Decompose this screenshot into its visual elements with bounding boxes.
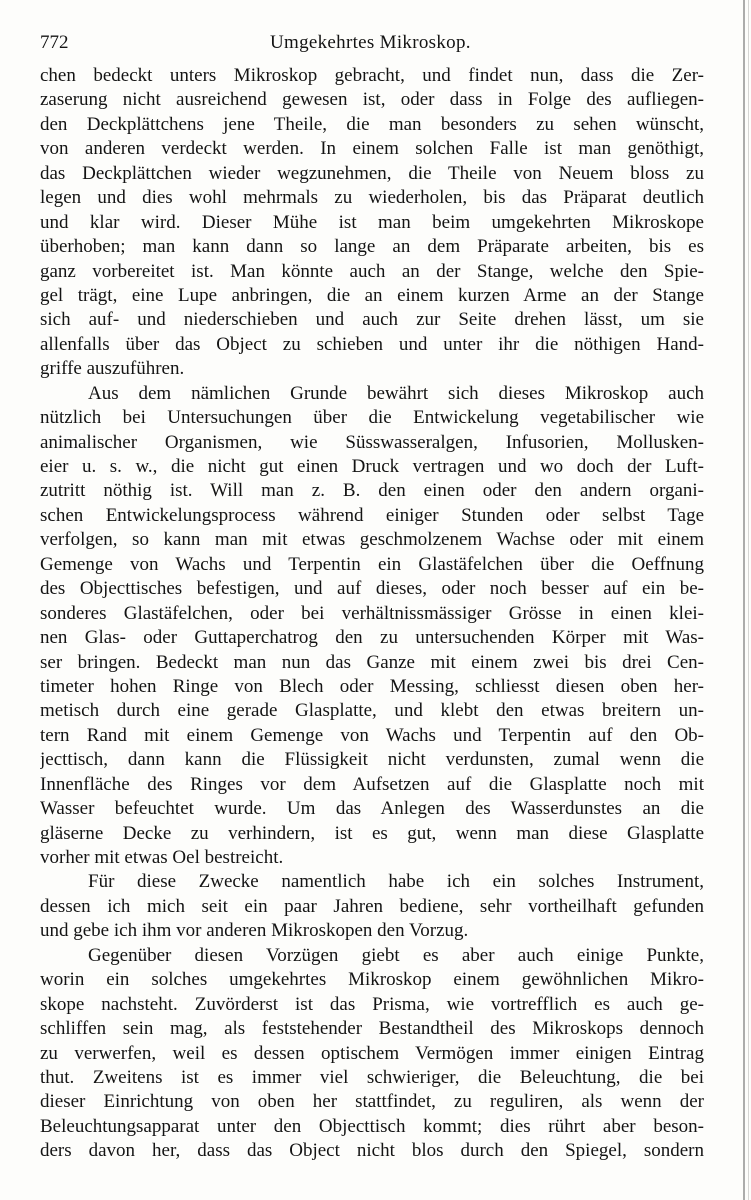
text-line: timeter hohen Ringe von Blech oder Messing, schliesst diesen oben her- [40,675,704,697]
text-line: sich auf- und niederschieben und auch zur Seite drehen lässt, um sie [40,309,704,331]
text-line: ganz vorbereitet ist. Man könnte auch an der Stange, welche den Spie- [40,260,704,282]
text-line: nen Glas- oder Guttaperchatrog den zu untersuchenden Körper mit Was- [40,627,704,649]
text-line: worin ein solches umgekehrtes Mikroskop einem gewöhnlichen Mikro- [40,969,704,991]
body-text [40,64,704,1164]
paragraph [40,64,704,382]
text-line: Wasser befeuchtet wurde. Um das Anlegen des Wasserdunstes an die [40,798,704,820]
text-line: nützlich bei Untersuchungen über die Entwickelung vegetabilischer wie [40,407,704,429]
text-line: und gebe ich ihm vor anderen Mikroskopen den Vorzug. [40,920,469,942]
text-line: das Deckplättchen wieder wegzunehmen, die Theile von Neuem bloss zu [40,162,704,184]
text-line: des Objecttisches befestigen, und auf dieses, oder noch besser auf ein be- [40,578,704,600]
text-line: von anderen verdeckt werden. In einem solchen Falle ist man genöthigt, [40,138,704,160]
text-line: gläserne Decke zu verhindern, ist es gut, wenn man diese Glasplatte [40,822,704,844]
text-line: ser bringen. Bedeckt man nun das Ganze mit einem zwei bis drei Cen- [40,651,704,673]
text-line: Aus dem nämlichen Grunde bewährt sich dieses Mikroskop auch [88,382,704,404]
paragraph [40,382,704,871]
text-line: Innenfläche des Ringes vor dem Aufsetzen auf die Glasplatte noch mit [40,773,704,795]
page-header [40,32,700,58]
text-line: schen Entwickelungsprocess während einiger Stunden oder selbst Tage [40,504,704,526]
text-line: überhoben; man kann dann so lange an dem Präparate arbeiten, bis es [40,236,704,258]
text-line: allenfalls über das Object zu schieben und unter ihr die nöthigen Hand- [40,333,704,355]
text-line: griffe auszuführen. [40,358,185,380]
text-line: tern Rand mit einem Gemenge von Wachs und Terpentin auf den Ob- [40,724,704,746]
text-line: ders davon her, dass das Object nicht blos durch den Spiegel, sondern [40,1140,704,1162]
text-line: Gemenge von Wachs und Terpentin ein Glastäfelchen über die Oeffnung [40,553,704,575]
paragraph [40,870,704,943]
text-line: legen und dies wohl mehrmals zu wiederholen, bis das Präparat deutlich [40,187,704,209]
text-line: dieser Einrichtung von oben her stattfindet, zu reguliren, als wenn der [40,1091,704,1113]
text-line: vorher mit etwas Oel bestreicht. [40,847,284,868]
text-line: und klar wird. Dieser Mühe ist man beim umgekehrten Mikroskope [40,211,704,233]
text-line: metisch durch eine gerade Glasplatte, und klebt den etwas breitern un- [40,700,704,722]
text-line: schliffen sein mag, als feststehender Bestandtheil des Mikroskops dennoch [40,1018,704,1040]
text-line: den Deckplättchens jene Theile, die man besonders zu sehen wünscht, [40,113,704,135]
text-line: chen bedeckt unters Mikroskop gebracht, und findet nun, dass die Zer- [40,65,704,86]
text-line: thut. Zweitens ist es immer viel schwieriger, die Beleuchtung, die bei [40,1066,704,1088]
text-line: zaserung nicht ausreichend gewesen ist, oder dass in Folge des aufliegen- [40,89,704,111]
page-edge-line [748,0,749,1200]
text-line: zutritt nöthig ist. Will man z. B. den einen oder den andern organi- [40,480,704,502]
running-head: Umgekehrtes Mikroskop. [270,32,471,53]
text-line: Beleuchtungsapparat unter den Objecttisch kommt; dies rührt aber beson- [40,1115,704,1137]
text-line: gel trägt, eine Lupe anbringen, die an einem kurzen Arme an der Stange [40,284,704,306]
paragraph [40,944,704,1164]
text-line: zu verwerfen, weil es dessen optischem Vermögen immer einigen Eintrag [40,1042,704,1064]
text-line: verfolgen, so kann man mit etwas geschmolzenem Wachse oder mit einem [40,529,704,551]
text-line: Gegenüber diesen Vorzügen giebt es aber auch einige Punkte, [88,944,704,966]
page-number: 772 [40,32,69,53]
text-line: Für diese Zwecke namentlich habe ich ein solches Instrument, [88,871,704,893]
text-line: animalischer Organismen, wie Süsswasseralgen, Infusorien, Mollusken- [40,431,704,453]
page-edge-shadow [743,0,745,1200]
text-line: jecttisch, dann kann die Flüssigkeit nicht verdunsten, zumal wenn die [40,749,704,771]
text-line: dessen ich mich seit ein paar Jahren bediene, sehr vortheilhaft gefunden [40,895,704,917]
text-line: sonderes Glastäfelchen, oder bei verhältnissmässiger Grösse in einen klei- [40,602,704,624]
text-line: eier u. s. w., die nicht gut einen Druck vertragen und wo doch der Luft- [40,456,704,477]
text-line: skope nachsteht. Zuvörderst ist das Prisma, wie vortrefflich es auch ge- [40,993,704,1015]
